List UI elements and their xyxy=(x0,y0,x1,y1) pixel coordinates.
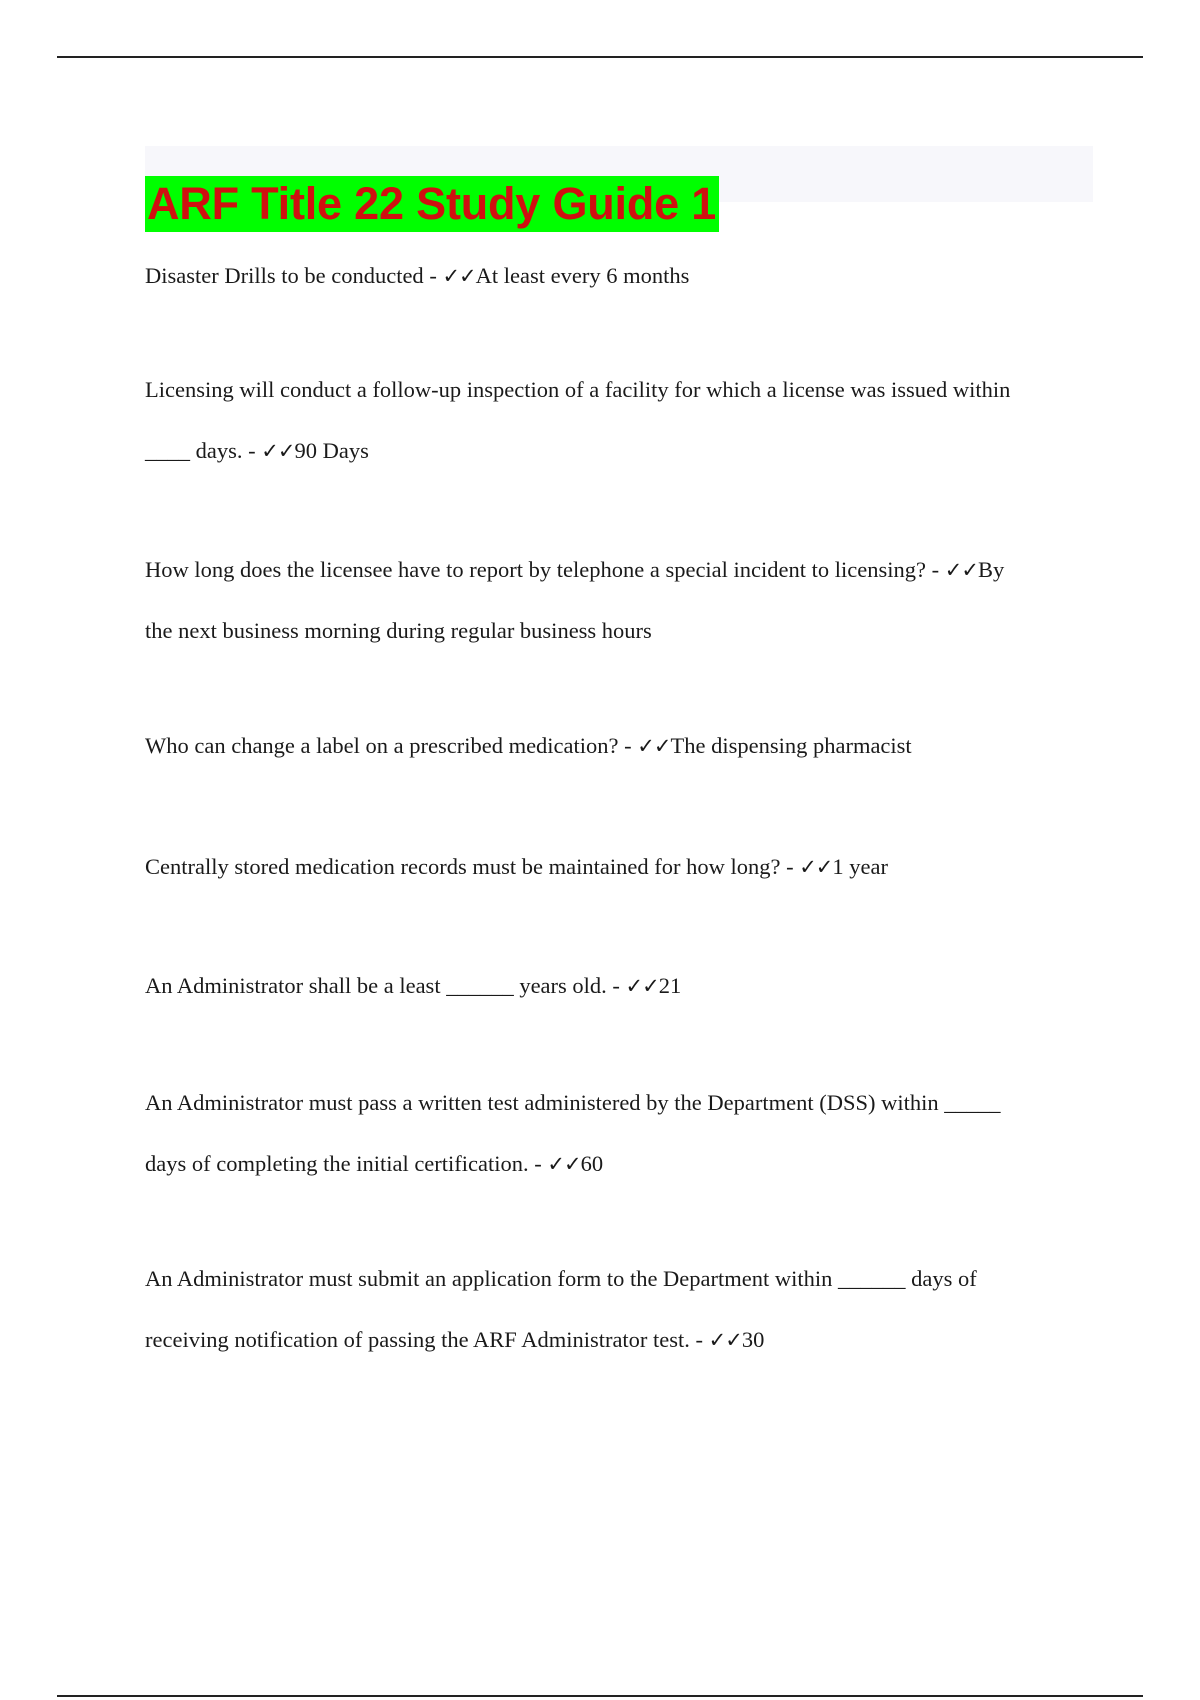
qa-item-6 xyxy=(145,956,1095,1017)
qa-item-3 xyxy=(145,540,1095,661)
answer-text-cont: the next business morning during regular business hours xyxy=(145,617,652,643)
answer-text: At least every 6 months xyxy=(475,263,690,288)
double-check-icon: ✓✓ xyxy=(547,1151,581,1176)
qa-item-7 xyxy=(145,1073,1095,1194)
question-text: Who can change a label on a prescribed medication? xyxy=(145,733,619,758)
separator: - xyxy=(926,557,945,582)
qa-item-1 xyxy=(145,246,1095,307)
question-text: Centrally stored medication records must be maintained for how long? xyxy=(145,854,781,879)
answer-text: 21 xyxy=(658,973,682,998)
separator: - xyxy=(780,854,800,879)
separator: - xyxy=(689,1326,709,1352)
answer-text: 1 year xyxy=(832,854,888,879)
question-text: An Administrator shall be a least ______ years old. xyxy=(145,973,607,998)
separator: - xyxy=(242,437,262,463)
separator: - xyxy=(528,1150,548,1176)
page-title: ARF Title 22 Study Guide 1 xyxy=(145,176,719,232)
bottom-rule xyxy=(57,1695,1143,1697)
double-check-icon: ✓✓ xyxy=(625,974,659,998)
answer-text: The dispensing pharmacist xyxy=(670,733,912,758)
question-text: Licensing will conduct a follow-up inspection of a facility for which a license was issued within xyxy=(145,377,1011,402)
double-check-icon: ✓✓ xyxy=(944,558,978,582)
double-check-icon: ✓✓ xyxy=(442,264,476,288)
separator: - xyxy=(423,263,443,288)
question-text-cont: receiving notification of passing the ARF Administrator test. xyxy=(145,1326,690,1352)
question-text-cont: days of completing the initial certification. xyxy=(145,1150,529,1176)
question-text: An Administrator must pass a written test administered by the Department (DSS) within _____ xyxy=(145,1090,1001,1115)
qa-item-8 xyxy=(145,1249,1095,1370)
qa-item-2 xyxy=(145,360,1095,481)
answer-text: 60 xyxy=(580,1150,604,1176)
question-text: An Administrator must submit an application form to the Department within ______ days of xyxy=(145,1266,977,1291)
question-text-cont: ____ days. xyxy=(145,437,243,463)
double-check-icon: ✓✓ xyxy=(637,734,671,758)
top-rule xyxy=(57,56,1143,58)
separator: - xyxy=(618,733,638,758)
answer-text: 90 Days xyxy=(294,437,369,463)
answer-text: By xyxy=(977,557,1005,582)
question-text: How long does the licensee have to report by telephone a special incident to licensing? xyxy=(145,557,926,582)
qa-item-4 xyxy=(145,716,1095,777)
separator: - xyxy=(606,973,626,998)
qa-item-5 xyxy=(145,837,1095,898)
double-check-icon: ✓✓ xyxy=(799,855,833,879)
answer-text: 30 xyxy=(741,1326,765,1352)
question-text: Disaster Drills to be conducted xyxy=(145,263,424,288)
double-check-icon: ✓✓ xyxy=(708,1327,742,1352)
double-check-icon: ✓✓ xyxy=(261,438,295,463)
